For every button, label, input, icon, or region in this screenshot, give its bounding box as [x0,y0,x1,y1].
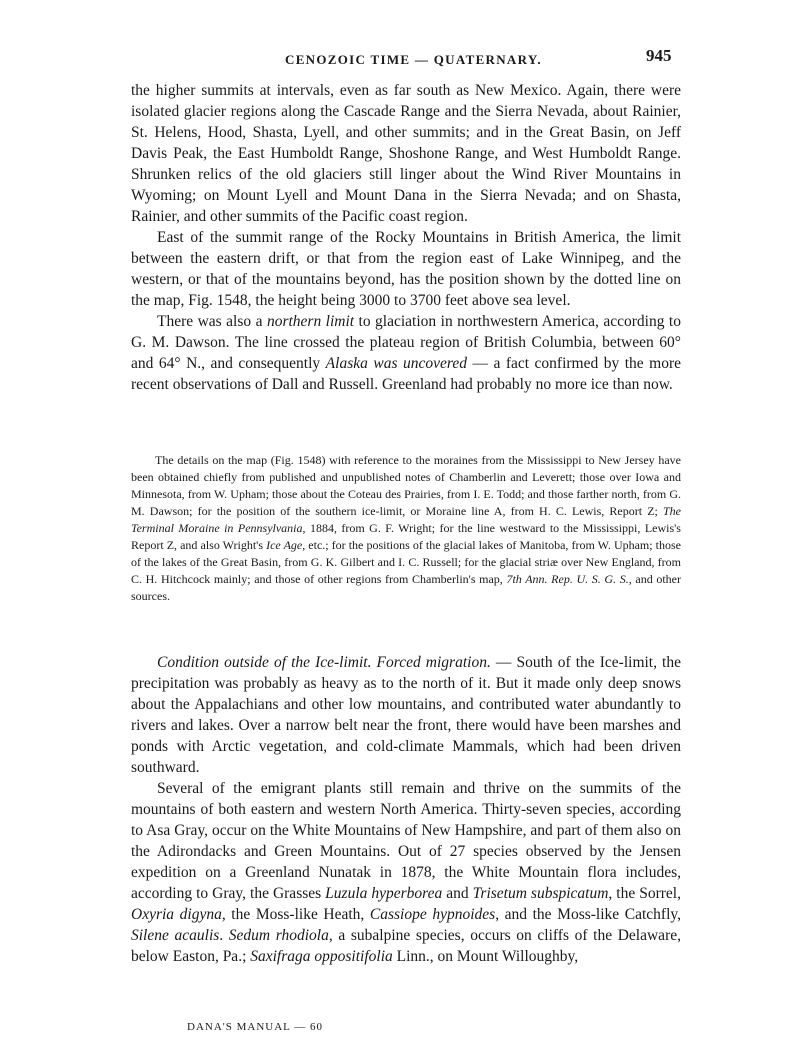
text-run: to glaciation in northwestern America, according to G. M. Dawson. The line crossed the plateau region of British Columbia, between 60° and 64° N., and consequently [131,313,681,372]
text-run: . [219,927,229,944]
map-sources-note [131,452,681,605]
text-run: , etc.; for the positions of the glacial lakes of Manitoba, from W. Upham; those of the lakes of the Great Basin, from G. K. Gilbert and I. C. Russell; for the glacial striæ over New England, from C. H. Hitchcock mainly; and those of other regions from Chamberlin's map, [131,538,681,586]
italic-text: Condition outside of the Ice-limit. Forced migration. [157,654,491,671]
text-run: Several of the emigrant plants still remain and thrive on the summits of the mountains of both eastern and western North America. Thirty-seven species, according to Asa Gray, occur on the White Mountains of New Hampshire, and part of them also on the Adirondacks and Green Mountains. Out of 27 species observed by the Jensen expedition on a Greenland Nunatak in 1878, the White Mountain flora includes, according to Gray, the Grasses [131,780,681,902]
italic-text: Oxyria digyna [131,906,222,923]
paragraph [131,80,681,227]
running-head [0,46,800,70]
italic-text: Alaska was uncovered [325,355,467,372]
running-title: CENOZOIC TIME — QUATERNARY. [285,52,542,67]
paragraph [131,227,681,311]
italic-text: Luzula hyperborea [325,885,443,902]
text-run: and [442,885,473,902]
italic-text: Ice Age [266,538,303,552]
text-run: — South of the Ice-limit, the precipitation was probably as heavy as to the north of it. But it made only deep snows about the Appalachians and other low mountains, and contributed water abundantly to rivers and lakes. Over a narrow belt near the front, there would have been marshes and ponds with Arctic vegetation, and cold-climate Mammals, which had been driven southward. [131,654,681,776]
note-paragraph [131,452,681,605]
italic-text: 7th Ann. Rep. U. S. G. S. [506,572,629,586]
signature-mark: DANA'S MANUAL — 60 [187,1021,323,1033]
text-run: There was also a [157,313,267,330]
text-run: Linn., on Mount Willoughby, [392,948,579,965]
text-run: , and other sources. [131,572,681,603]
italic-text: Sedum rhodiola [228,927,329,944]
paragraph [131,311,681,395]
italic-text: northern limit [266,313,355,330]
paragraph [131,652,681,778]
text-run: , a subalpine species, occurs on cliffs of the Delaware, below Easton, Pa.; [131,927,681,965]
body-text-lower [131,652,681,967]
body-text-upper [131,80,681,395]
text-run: — a fact confirmed by the more recent observations of Dall and Russell. Greenland had probably no more ice than now. [131,355,682,393]
text-run: , the Sorrel, [608,885,681,902]
page-number: 945 [646,46,672,65]
italic-text: Silene acaulis [131,927,220,944]
text-run: , and the Moss-like Catchfly, [495,906,681,923]
italic-text: Trisetum subspicatum [472,885,609,902]
paragraph [131,778,681,967]
text-run: , the Moss-like Heath, [221,906,370,923]
italic-text: Cassiope hypnoides [369,906,496,923]
text-run: , 1884, from G. F. Wright; for the line westward to the Mississippi, Lewis's Report Z, and also Wright's [131,521,681,552]
text-run: East of the summit range of the Rocky Mountains in British America, the limit between the eastern drift, or that from the region east of Lake Winnipeg, and the western, or that of the mountains beyond, has the position shown by the dotted line on the map, Fig. 1548, the height being 3000 to 3700 feet above sea level. [131,229,681,309]
text-run: the higher summits at intervals, even as far south as New Mexico. Again, there were isolated glacier regions along the Cascade Range and the Sierra Nevada, about Rainier, St. Helens, Hood, Shasta, Lyell, and other summits; and in the Great Basin, on Jeff Davis Peak, the East Humboldt Range, Shoshone Range, and West Humboldt Range. Shrunken relics of the old glaciers still linger about the Wind River Mountains in Wyoming; on Mount Lyell and Mount Dana in the Sierra Nevada; and on Shasta, Rainier, and other summits of the Pacific coast region. [131,82,681,225]
text-run: The details on the map (Fig. 1548) with reference to the moraines from the Mississippi to New Jersey have been obtained chiefly from published and unpublished notes of Chamberlin and Leverett; those over Iowa and Minnesota, from W. Upham; those about the Coteau des Prairies, from I. E. Todd; and those farther north, from G. M. Dawson; for the position of the southern ice-limit, or Moraine line A, from H. C. Lewis, Report Z; [131,453,681,518]
italic-text: Saxifraga oppositifolia [250,948,393,965]
italic-text: The Terminal Moraine in Pennsylvania [131,504,681,535]
